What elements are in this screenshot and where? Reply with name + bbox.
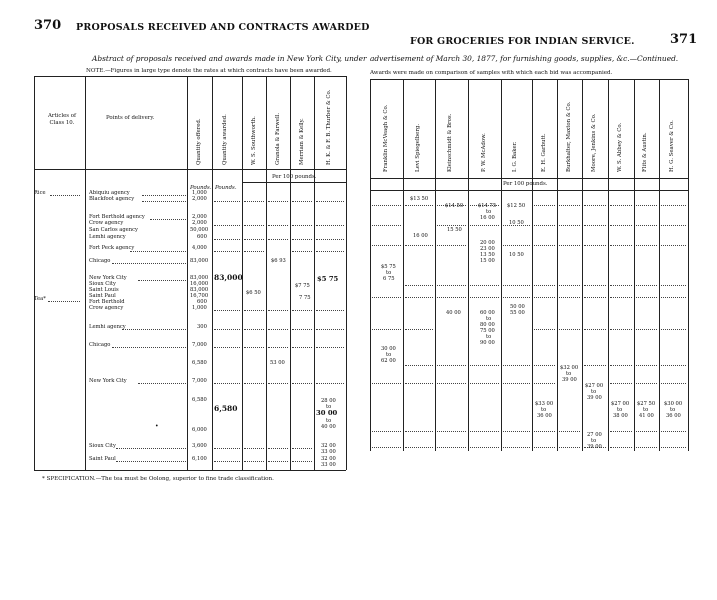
price-thurber-tea-c: to <box>326 418 332 424</box>
bidder-header: E. H. Garbutt. <box>541 133 547 172</box>
price-moore-2: to <box>591 438 597 444</box>
price-moore-1: $27 00 <box>585 383 604 389</box>
price-moore-1: to <box>591 389 597 395</box>
price-mcveagh-2: 30 00 <box>381 346 396 352</box>
subtitle-left: Abstract of proposals received and awards made in New York City, under <box>92 54 367 63</box>
price-mcadow-3: 75 00 <box>480 328 495 334</box>
page-number-left: 370 <box>34 18 62 33</box>
row-qty: 2,000 <box>192 214 207 220</box>
price-merriam-stlouis: 7 75 <box>299 295 311 301</box>
row-point: Sioux City <box>89 443 116 449</box>
row-qty: 16,700 <box>190 293 209 299</box>
price-baker-4: 55 00 <box>510 310 525 316</box>
price-mcadow-3: to <box>486 316 492 322</box>
price-klein-1: $14 50 <box>445 203 464 209</box>
price-moore-2: 27 00 <box>587 432 602 438</box>
price-mcveagh-1: $5 75 <box>381 264 396 270</box>
price-thurber-tea-a: 28 00 <box>321 398 336 404</box>
header-articles: Articles of Class 10. <box>47 113 76 126</box>
price-flits-1: 41 00 <box>639 413 654 419</box>
price-burk-1: $32 00 <box>560 365 579 371</box>
price-garbutt-1: $33 00 <box>535 401 554 407</box>
price-spiegel-2: 16 00 <box>413 233 428 239</box>
row-point: Chicago <box>89 342 111 348</box>
row-qty: 16,000 <box>190 281 209 287</box>
row-qty: 7,000 <box>192 378 207 384</box>
award-tea: 6,580 <box>214 404 238 413</box>
row-point: Lemhi agency <box>89 324 126 330</box>
price-moore-2: 39 00 <box>587 444 602 450</box>
asterisk-mark: • <box>155 423 159 430</box>
price-baker-2: 10 50 <box>509 220 524 226</box>
row-qty: 50,000 <box>190 227 209 233</box>
row-point: Abiquiu agency <box>89 190 130 196</box>
page-number-right: 371 <box>670 32 698 47</box>
price-burk-1: to <box>566 371 572 377</box>
price-mcadow-2: 23 00 <box>480 246 495 252</box>
price-granola-chicago: $6 93 <box>271 258 286 264</box>
price-burk-1: 39 00 <box>562 377 577 383</box>
bidder-header: Flits & Austin. <box>642 132 648 172</box>
price-mcadow-1c: 16 00 <box>480 215 495 221</box>
row-point: Lemhi agency <box>89 234 126 240</box>
row-qty: 83,000 <box>190 258 209 264</box>
row-qty: 83,000 <box>190 275 209 281</box>
bidder-header: W. S. Abbey & Co. <box>617 122 623 172</box>
subtitle-right: advertisement of March 30, 1877, for furnishing goods, supplies, &c.—Continued. <box>370 54 679 63</box>
row-qty: 600 <box>197 299 207 305</box>
header-bidder-2: Granola & Farwell. <box>275 112 281 165</box>
header-qty-offered: Quantity offered. <box>196 118 202 165</box>
row-qty: 300 <box>197 324 207 330</box>
row-qty: 83,000 <box>190 287 209 293</box>
price-mcveagh-1: 6 75 <box>383 276 395 282</box>
article-rice: Rice <box>34 190 46 196</box>
running-head-left: PROPOSALS RECEIVED AND CONTRACTS AWARDED <box>76 22 370 33</box>
price-baker-1: $12 50 <box>507 203 526 209</box>
price-spiegel-1: $13 50 <box>410 196 429 202</box>
row-point: Fort Peck agency <box>89 245 135 251</box>
row-qty: 6,100 <box>192 456 207 462</box>
row-point: Saint Paul <box>89 456 116 462</box>
price-mcveagh-2: 62 00 <box>381 358 396 364</box>
row-point: Crow agency <box>89 220 124 226</box>
unit-offered: Pounds. <box>190 185 212 191</box>
price-thurber-sioux: 33 00 <box>321 449 336 455</box>
row-qty: 1,000 <box>192 305 207 311</box>
row-point: New York City <box>89 378 127 384</box>
header-qty-awarded: Quantity awarded. <box>222 114 228 165</box>
row-point: Sioux City <box>89 281 116 287</box>
price-klein-3: 40 00 <box>446 310 461 316</box>
price-flits-1: to <box>643 407 649 413</box>
price-garbutt-1: 36 00 <box>537 413 552 419</box>
row-qty: 6,000 <box>192 427 207 433</box>
row-qty: 3,600 <box>192 443 207 449</box>
price-klein-2: 15 50 <box>447 227 462 233</box>
price-thurber-sioux: 32 00 <box>321 443 336 449</box>
unit-awarded: Pounds. <box>215 185 237 191</box>
price-mcadow-1b: to <box>486 209 492 215</box>
row-point: New York City <box>89 275 127 281</box>
price-moore-1: 39 00 <box>587 395 602 401</box>
price-mcadow-3: 90 00 <box>480 340 495 346</box>
price-garbutt-1: to <box>541 407 547 413</box>
article-tea: Tea* <box>34 296 46 302</box>
row-point: Crow agency <box>89 305 124 311</box>
row-qty: 4,000 <box>192 245 207 251</box>
bidder-header: I. G. Baker. <box>512 141 518 172</box>
row-qty: 7,000 <box>192 342 207 348</box>
price-flits-1: $27 50 <box>637 401 656 407</box>
header-bidder-3: Merriam & Kelly. <box>299 118 305 165</box>
price-southworth: $6 50 <box>246 290 261 296</box>
row-qty: 1,000 <box>192 190 207 196</box>
row-qty: 6,580 <box>192 360 207 366</box>
row-point: Saint Louis <box>89 287 119 293</box>
row-qty: 6,580 <box>192 397 207 403</box>
price-mcveagh-1: to <box>386 270 392 276</box>
row-point: Chicago <box>89 258 111 264</box>
price-mcadow-3: 60 00 <box>480 310 495 316</box>
row-point: Fort Berthold agency <box>89 214 145 220</box>
note-right: Awards were made on comparison of samples with which each bid was accompanied. <box>370 70 613 76</box>
price-merriam-ny: $7 75 <box>295 283 310 289</box>
bidder-header: H. G. Seaver & Co. <box>669 120 675 172</box>
bidder-header: Kleinschmidt & Bros. <box>447 113 453 172</box>
price-abbey-1: 38 00 <box>613 413 628 419</box>
price-baker-3: 10 50 <box>509 252 524 258</box>
row-qty: 2,000 <box>192 220 207 226</box>
award-rice: 83,000 <box>214 273 243 282</box>
header-per100-left: Per 100 pounds. <box>272 174 317 180</box>
running-head-right: FOR GROCERIES FOR INDIAN SERVICE. <box>410 36 635 47</box>
price-baker-4: 50 00 <box>510 304 525 310</box>
price-seaver-1: 36 00 <box>666 413 681 419</box>
price-thurber-tea-b: 30 00 <box>316 409 338 417</box>
price-granola-tea: 53 00 <box>270 360 285 366</box>
row-point: Blackfoot agency <box>89 196 135 202</box>
price-seaver-1: to <box>670 407 676 413</box>
bidder-header: Moore, Jenkins & Co. <box>591 113 597 172</box>
header-points: Points of delivery. <box>106 115 155 121</box>
price-thurber-sioux: 33 00 <box>321 462 336 468</box>
row-point: Saint Paul <box>89 293 116 299</box>
row-point: San Carlos agency <box>89 227 138 233</box>
row-qty: 600 <box>197 234 207 240</box>
price-seaver-1: $30 00 <box>664 401 683 407</box>
price-thurber-ny: $5 75 <box>317 275 339 283</box>
note-left: NOTE.—Figures in large type denote the rates at which contracts have been awarded. <box>86 68 332 74</box>
price-abbey-1: to <box>617 407 623 413</box>
footnote: * SPECIFICATION.—The tea must be Oolong, superior to fine trade classification. <box>42 476 274 482</box>
price-thurber-tea-to: to <box>326 404 332 410</box>
header-per100-right: Per 100 pounds. <box>503 181 548 187</box>
price-mcadow-3: to <box>486 334 492 340</box>
bidder-header: Burkhalter, Maxton & Co. <box>566 101 572 172</box>
price-mcveagh-2: to <box>386 352 392 358</box>
bidder-header: P. W. McAdow. <box>481 133 487 172</box>
price-mcadow-2: 13 50 <box>480 252 495 258</box>
price-thurber-tea-d: 40 00 <box>321 424 336 430</box>
price-mcadow-1a: $14 75 <box>478 203 497 209</box>
price-abbey-1: $27 00 <box>611 401 630 407</box>
price-thurber-sioux: 32 00 <box>321 456 336 462</box>
bidder-header: Levi Spiegelberg. <box>415 123 421 172</box>
row-point: Fort Berthold <box>89 299 125 305</box>
bidder-header: Franklin McVeagh & Co. <box>383 104 389 172</box>
row-qty: 2,000 <box>192 196 207 202</box>
price-mcadow-2: 20 00 <box>480 240 495 246</box>
price-mcadow-2: 15 00 <box>480 258 495 264</box>
header-bidder-1: W. S. Southworth. <box>251 116 257 165</box>
header-bidder-4: H. K. & F. B. Thurber & Co. <box>326 89 332 165</box>
price-mcadow-3: 80 00 <box>480 322 495 328</box>
